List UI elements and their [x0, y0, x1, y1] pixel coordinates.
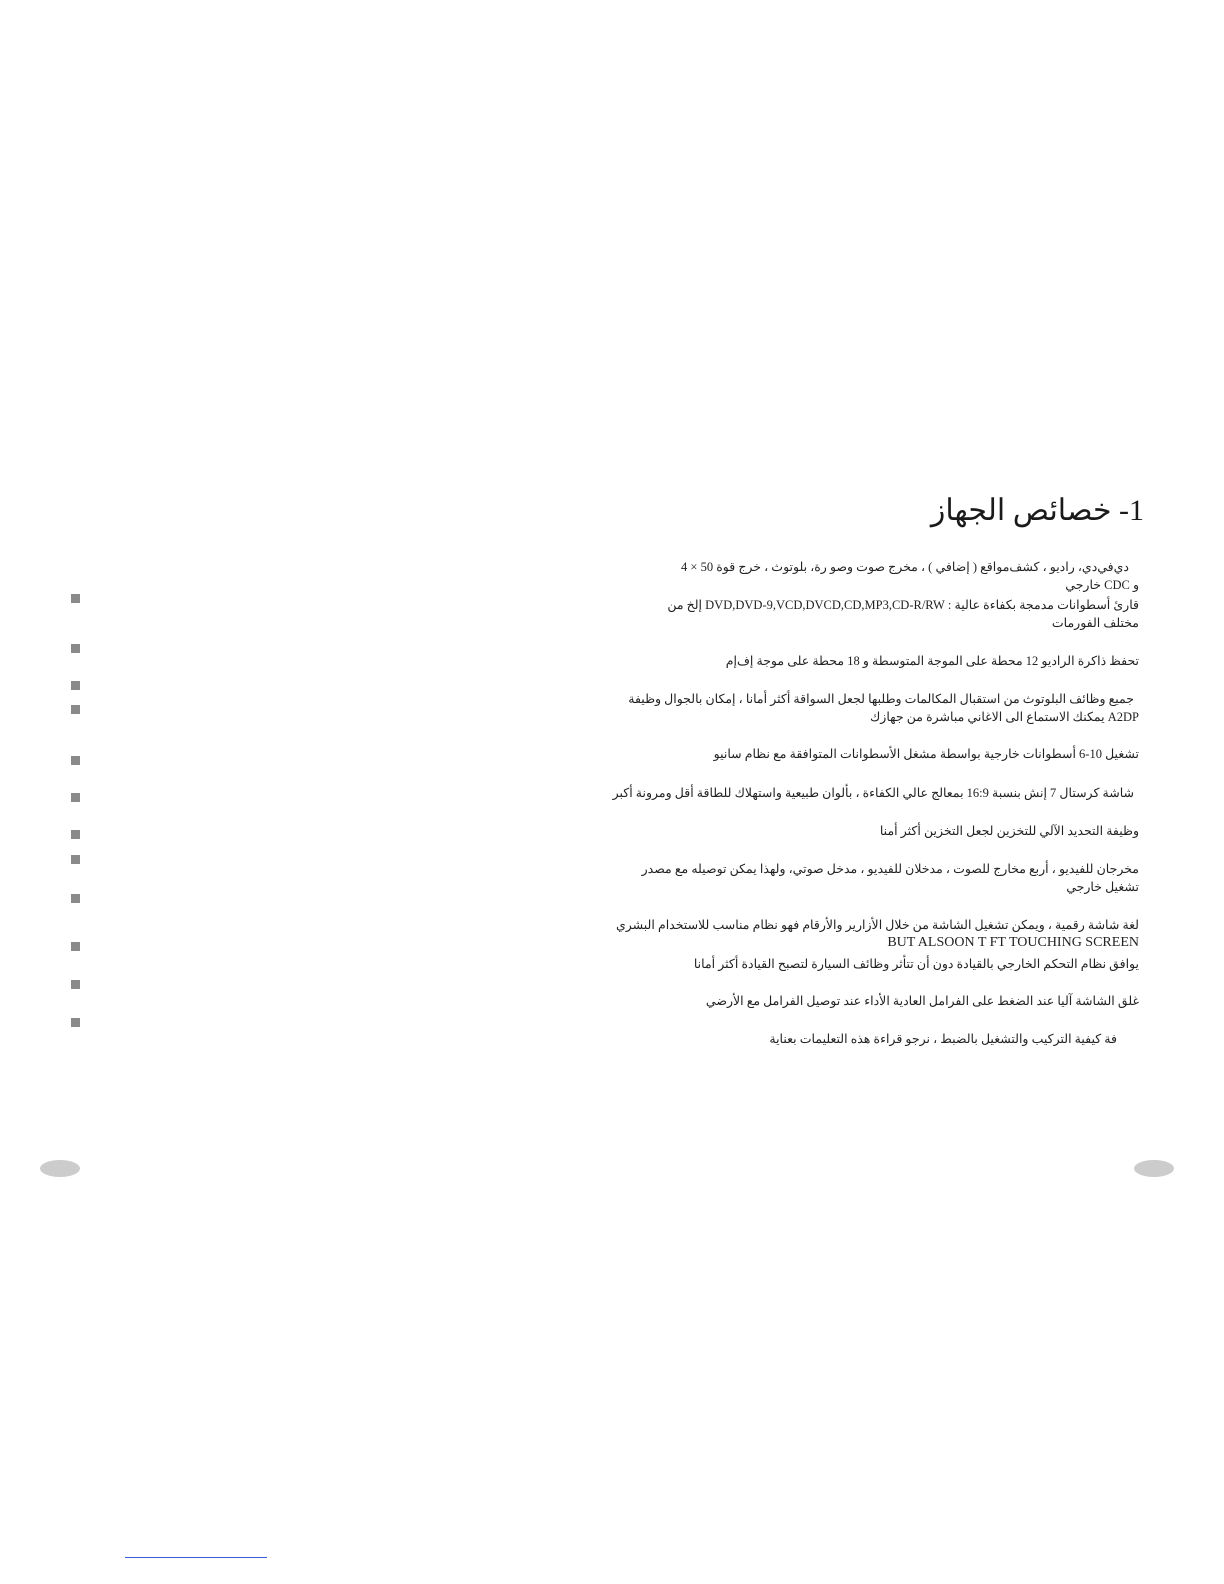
section-title: 1- خصائص الجهاز [930, 494, 1144, 527]
feature-text-11 [669, 992, 1139, 1010]
bullet-marker [71, 1018, 80, 1027]
feature-line: مختلف الفورمات [1051, 616, 1139, 630]
bullet-marker [71, 644, 80, 653]
feature-text-3 [669, 652, 1139, 670]
footer-rule [125, 1557, 267, 1558]
feature-text-12 [669, 1030, 1139, 1048]
bullet-marker [71, 705, 80, 714]
feature-line: تحفظ ذاكرة الراديو 12 محطة على الموجة المتوسطة و 18 محطة على موجة إف‌إم [725, 654, 1139, 668]
bullet-marker [71, 830, 80, 839]
feature-line: A2DP يمكنك الاستماع الى الاغاني مباشرة من جهازك [870, 710, 1139, 724]
feature-line: مخرجان للفيديو ، أربع مخارج للصوت ، مدخلان للفيديو ، مدخل صوتي، ولهذا يمكن توصيله مع مصدر [641, 862, 1139, 876]
feature-text-8 [641, 860, 1139, 896]
feature-text-5 [669, 745, 1139, 763]
feature-line: تشغيل 10-6 أسطوانات خارجية بواسطة مشغل الأسطوانات المتوافقة مع نظام سانيو [713, 747, 1139, 761]
feature-text-4 [628, 690, 1139, 726]
feature-line: شاشة كرستال 7 إنش بنسبة 16:9 بمعالج عالي الكفاءة ، بألوان طبيعية واستهلاك للطاقة أقل ومرونة أكبر [612, 786, 1134, 800]
feature-text-1 [669, 558, 1139, 594]
bullet-marker [71, 681, 80, 690]
bullet-marker [71, 594, 80, 603]
feature-line: جميع وظائف البلوتوث من استقبال المكالمات وطلبها لجعل السواقة أكثر أمانا ، إمكان بالجوال وظيفة [628, 692, 1134, 706]
feature-line: فة كيفية التركيب والتشغيل بالضبط ، نرجو قراءة هذه التعليمات بعناية [769, 1032, 1117, 1046]
bullet-marker [71, 980, 80, 989]
page-number-oval-left [40, 1160, 80, 1177]
feature-line: غلق الشاشة آليا عند الضغط على الفرامل العادية الأداء عند توصيل الفرامل مع الأرضي [705, 994, 1139, 1008]
feature-text-9 [615, 916, 1139, 952]
bullet-marker [71, 756, 80, 765]
bullet-marker [71, 942, 80, 951]
feature-line: قارئ أسطوانات مدمجة بكفاءة عالية : DVD,DVD-9,VCD,DVCD,CD,MP3,CD-R/RW إلخ من [667, 598, 1139, 612]
feature-text-10 [669, 955, 1139, 973]
bullet-marker [71, 894, 80, 903]
feature-line: دي‌في‌دي، راديو ، كشف‌مواقع ( إضافي ) ، مخرج صوت وصو رة، بلوتوث ، خرج قوة 50 × 4 [681, 560, 1129, 574]
feature-line: و CDC خارجي [1065, 578, 1139, 592]
feature-line: تشغيل خارجي [1066, 880, 1139, 894]
feature-text-7 [669, 822, 1139, 840]
bullet-marker [71, 855, 80, 864]
feature-line: BUT ALSOON T FT TOUCHING SCREEN [887, 935, 1139, 950]
feature-line: يوافق نظام التحكم الخارجي بالقيادة دون أن تتأثر وظائف السيارة لتصبح القيادة أكثر أمانا [693, 957, 1139, 971]
bullet-marker [71, 793, 80, 802]
page-number-oval-right [1134, 1160, 1174, 1177]
feature-line: وظيفة التحديد الآلي للتخزين لجعل التخزين أكثر أمنا [879, 824, 1139, 838]
feature-text-2 [669, 596, 1139, 632]
feature-text-6 [612, 784, 1139, 802]
feature-line: لغة شاشة رقمية ، ويمكن تشغيل الشاشة من خلال الأزارير والأرقام فهو نظام مناسب للاستخدام البشري [615, 918, 1139, 932]
